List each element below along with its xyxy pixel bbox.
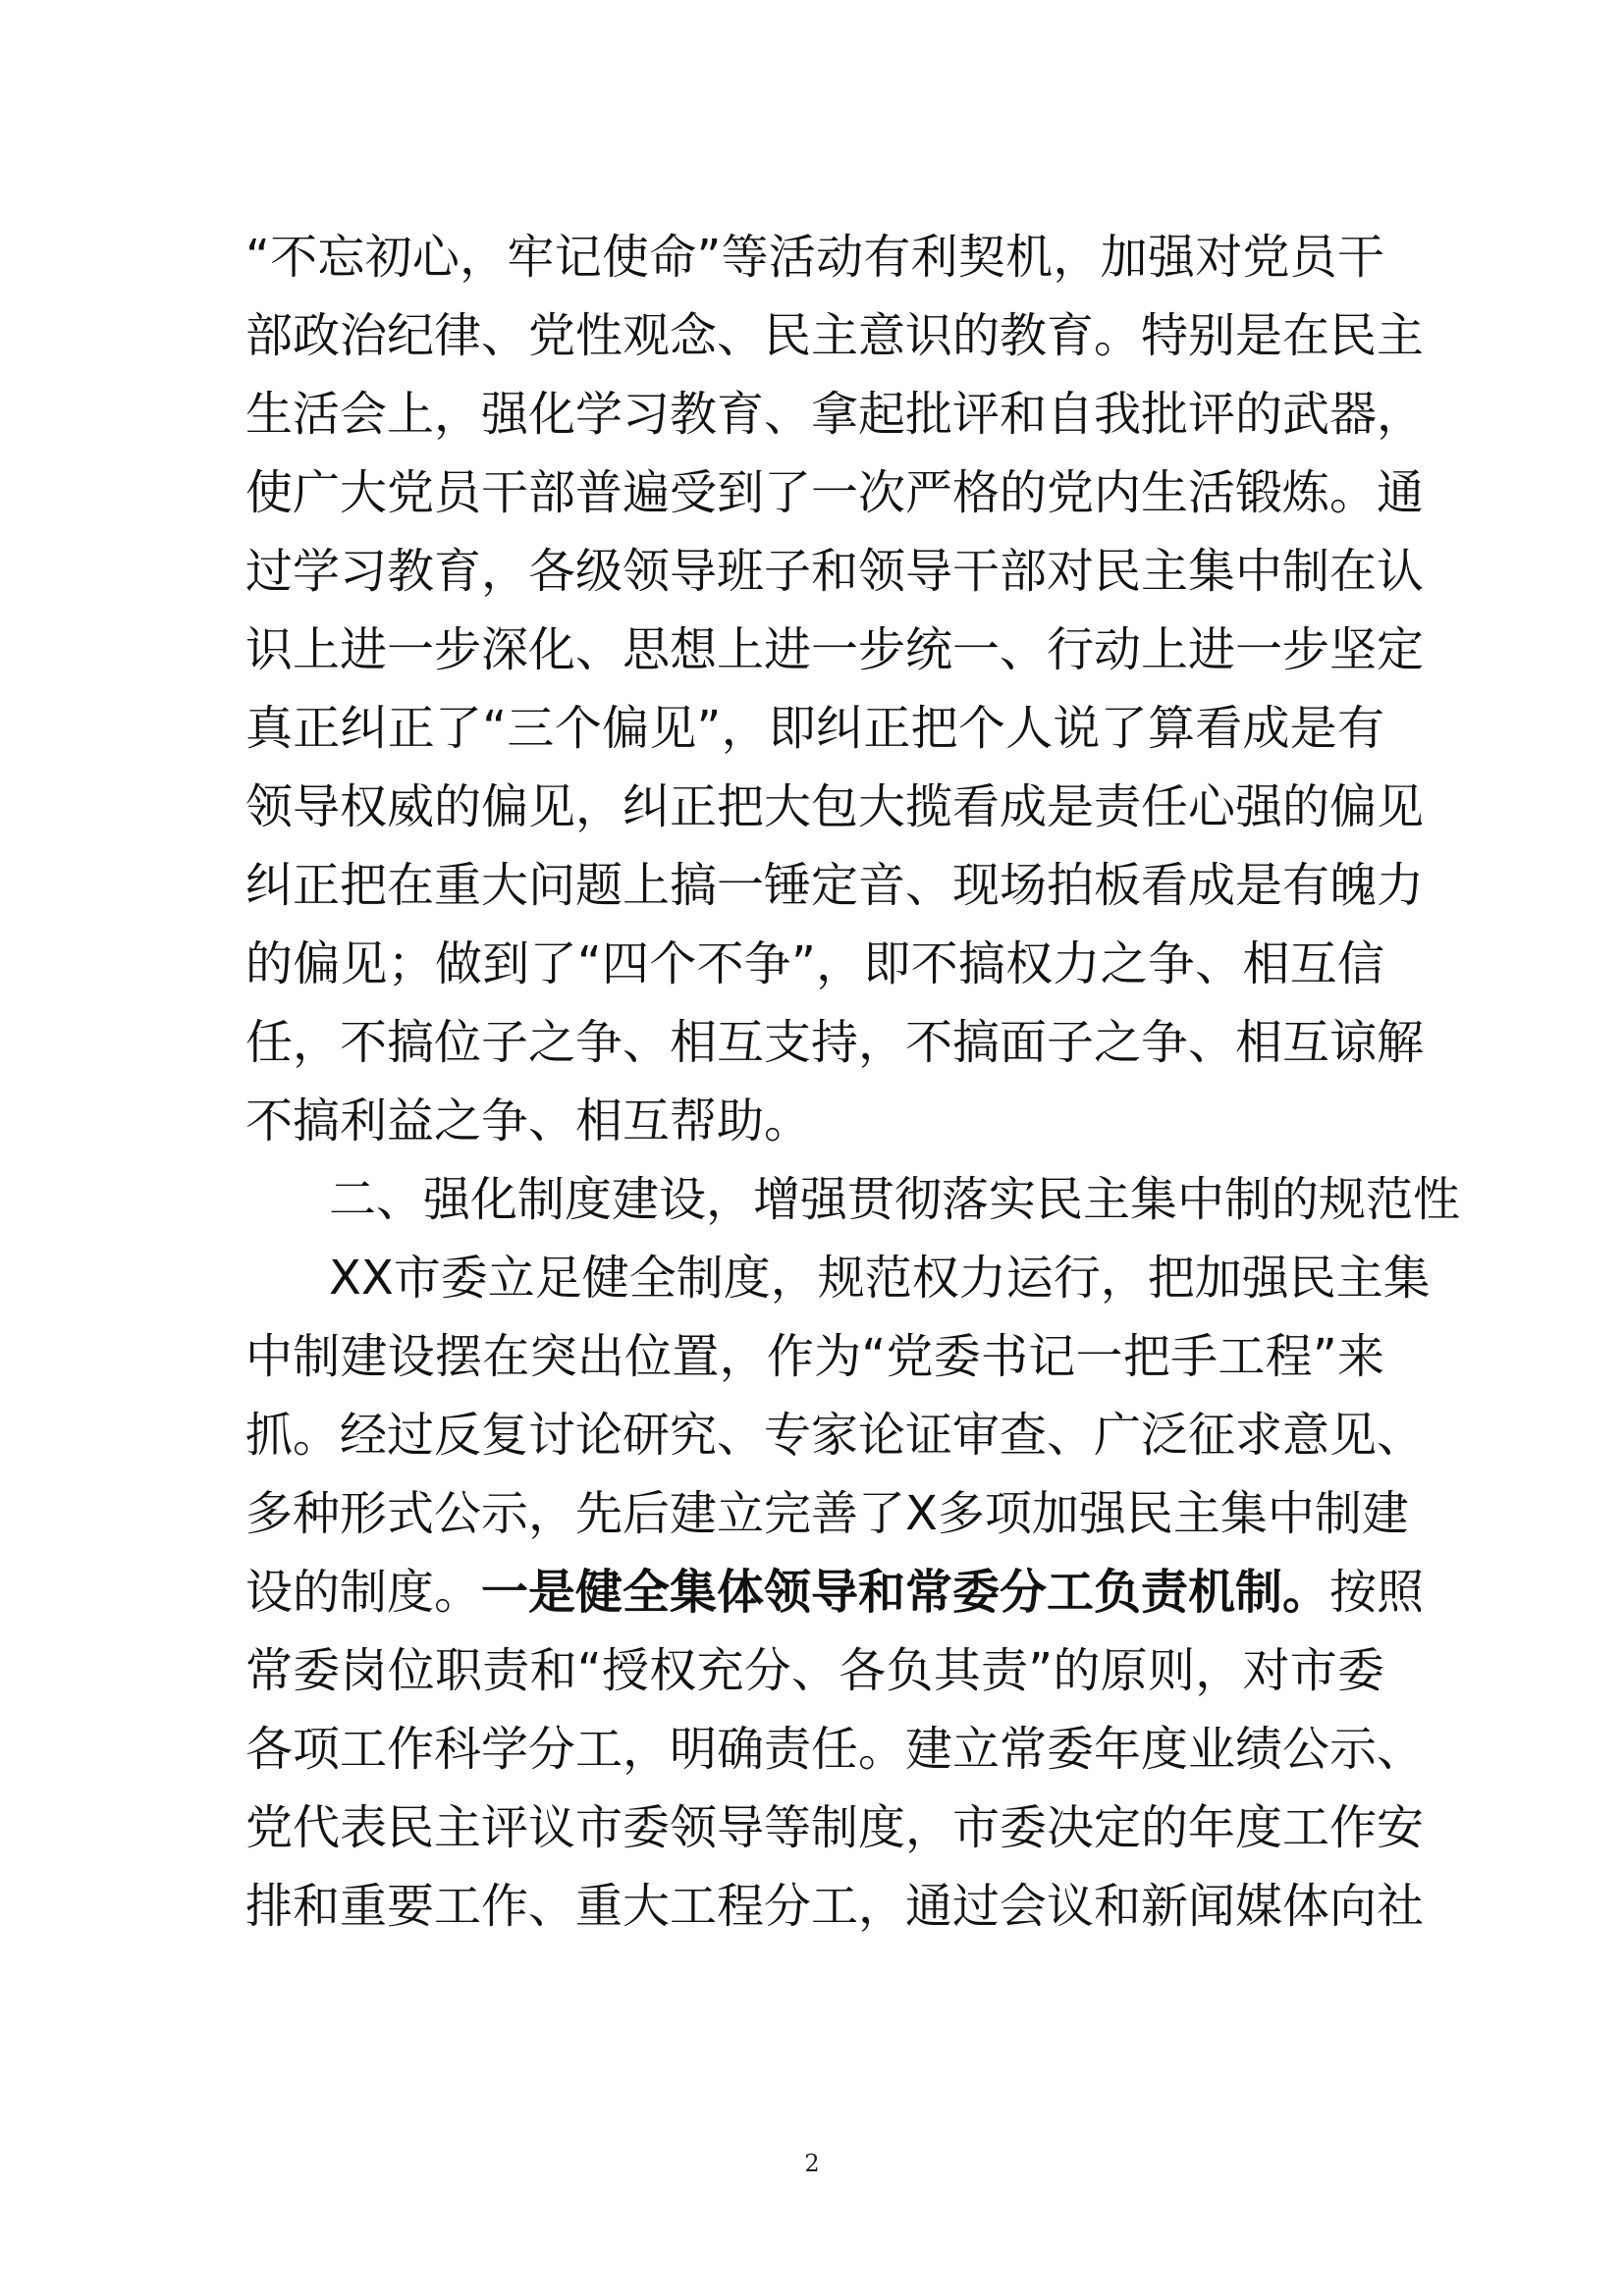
paragraph-line: 纠正把在重大问题上搞一锤定音、现场拍板看成是有魄力 [245, 858, 1425, 913]
paragraph-line: 真正纠正了“三个偏见”，即纠正把个人说了算看成是有 [245, 701, 1384, 756]
paragraph-line: 抓。经过反复讨论研究、专家论证审查、广泛征求意见、 [245, 1408, 1425, 1463]
paragraph-line: 的偏见；做到了“四个不争”，即不搞权力之争、相互信 [245, 936, 1384, 991]
paragraph-line: 领导权威的偏见，纠正把大包大揽看成是责任心强的偏见 [245, 779, 1425, 834]
paragraph-line: 不搞利益之争、相互帮助。 [245, 1094, 812, 1148]
paragraph-line: 多种形式公示，先后建立完善了X多项加强民主集中制建 [245, 1486, 1409, 1541]
paragraph-line: 中制建设摆在突出位置，作为“党委书记一把手工程”来 [245, 1329, 1384, 1384]
paragraph-line-with-bold [245, 1553, 1425, 1631]
page-number: 2 [804, 2150, 820, 2177]
paragraph-line: 识上进一步深化、思想上进一步统一、行动上进一步坚定 [245, 622, 1425, 677]
line-prefix: 设的制度。 [245, 1565, 482, 1620]
line-suffix: 按照 [1329, 1565, 1425, 1620]
paragraph-line: 排和重要工作、重大工程分工，通过会议和新闻媒体向社 [245, 1879, 1425, 1934]
paragraph-line: 常委岗位职责和“授权充分、各负其责”的原则，对市委 [245, 1643, 1384, 1698]
paragraph-line: 任，不搞位子之争、相互支持，不搞面子之争、相互谅解 [245, 1015, 1425, 1070]
section-heading: 二、强化制度建设，增强贯彻落实民主集中制的规范性 [329, 1172, 1461, 1227]
bold-subheading: 一是健全集体领导和常委分工负责机制。 [481, 1565, 1330, 1620]
paragraph-line: 党代表民主评议市委领导等制度，市委决定的年度工作安 [245, 1800, 1425, 1855]
paragraph-line: 生活会上，强化学习教育、拿起批评和自我批评的武器， [245, 387, 1425, 442]
paragraph-line: 使广大党员干部普遍受到了一次严格的党内生活锻炼。通 [245, 465, 1425, 520]
paragraph-line: “不忘初心，牢记使命”等活动有利契机，加强对党员干 [245, 230, 1384, 285]
paragraph-line: XX市委立足健全制度，规范权力运行，把加强民主集 [329, 1251, 1431, 1306]
paragraph-line: 部政治纪律、党性观念、民主意识的教育。特别是在民主 [245, 308, 1425, 363]
paragraph-line: 各项工作科学分工，明确责任。建立常委年度业绩公示、 [245, 1722, 1425, 1777]
paragraph-line: 过学习教育，各级领导班子和领导干部对民主集中制在认 [245, 544, 1425, 599]
